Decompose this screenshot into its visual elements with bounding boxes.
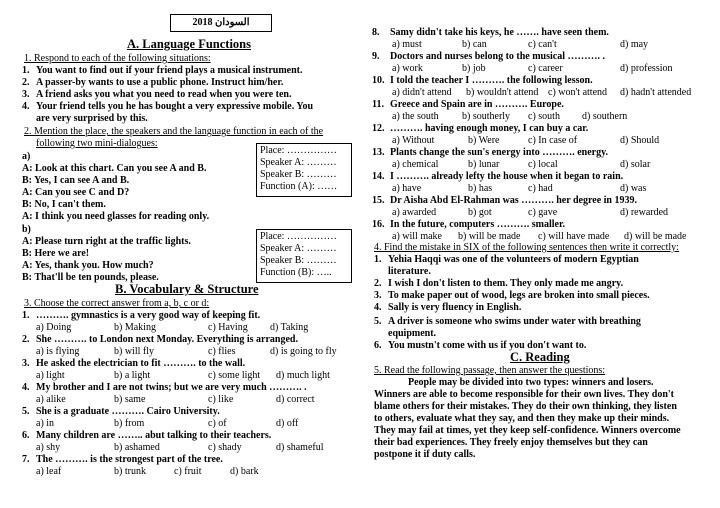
section-a-title: A. Language Functions <box>127 37 251 51</box>
question-stem: 3. He asked the electrician to fit ………. to the wall. <box>22 358 246 369</box>
answer-option[interactable]: d) Should <box>620 135 660 146</box>
speaker-a-field: Speaker A: ……… <box>260 243 337 254</box>
question-stem: 2. She ………. to London next Monday. Everything is arranged. <box>22 334 298 345</box>
answer-option[interactable]: c) like <box>208 394 234 405</box>
answer-option[interactable]: a) is flying <box>36 346 80 357</box>
speaker-a-field: Speaker A: ……… <box>260 157 337 168</box>
q5-prompt: 5. Read the following passage, then answer the questions: <box>374 365 606 376</box>
answer-option[interactable]: d) profession <box>620 63 673 74</box>
q4-prompt: 4. Find the mistake in SIX of the following sentences then write it correctly: <box>374 242 679 253</box>
answer-box-b <box>256 229 352 283</box>
answer-option[interactable]: d) is going to fly <box>270 346 337 357</box>
passage-line: blame others for their mistakes. They do their own thinking, they listen <box>374 401 677 412</box>
answer-option[interactable]: b) wouldn't attend <box>466 87 539 98</box>
answer-option[interactable]: a) Without <box>392 135 435 146</box>
dialogue-line: B: Here we are! <box>22 248 90 259</box>
answer-option[interactable]: a) in <box>36 418 55 429</box>
dialogue-line: A: I think you need glasses for reading only. <box>22 211 210 222</box>
answer-option[interactable]: d) shameful <box>276 442 324 453</box>
answer-box-a <box>256 143 352 197</box>
q2-prompt: 2. Mention the place, the speakers and the language function in each of the <box>24 126 324 137</box>
answer-option[interactable]: c) gave <box>528 207 558 218</box>
answer-option[interactable]: d) rewarded <box>620 207 669 218</box>
list-item: 2. I wish I don't listen to them. They only made me angry. <box>374 278 624 289</box>
answer-option[interactable]: d) Taking <box>270 322 309 333</box>
list-item: 1. You want to find out if your friend plays a musical instrument. <box>22 65 303 76</box>
answer-option[interactable]: b) same <box>114 394 146 405</box>
question-stem: 9. Doctors and nurses belong to the musical ………. . <box>372 51 606 62</box>
list-item: 4. Your friend tells you he has bought a very expressive mobile. You <box>22 101 314 112</box>
answer-option[interactable]: c) of <box>208 418 227 429</box>
answer-option[interactable]: a) Doing <box>36 322 72 333</box>
dialogue-label: b) <box>22 224 31 235</box>
answer-option[interactable]: d) much light <box>276 370 330 381</box>
dialogue-label: a) <box>22 151 31 162</box>
passage-line: to others, evaluate what they say, and then they make up their minds. <box>374 413 670 424</box>
function-field: Function (A): …… <box>260 181 338 192</box>
answer-option[interactable]: b) Were <box>468 135 500 146</box>
question-stem: 14. I ………. already lefty the house when it began to rain. <box>372 171 624 182</box>
question-stem: 7. The ………. is the strongest part of the tree. <box>22 454 223 465</box>
speaker-b-field: Speaker B: ……… <box>260 169 337 180</box>
passage-line: People may be divided into two types: winners and losers. <box>408 377 654 388</box>
answer-option[interactable]: d) solar <box>620 159 651 170</box>
answer-option[interactable]: a) awarded <box>392 207 437 218</box>
answer-option[interactable]: b) a light <box>114 370 151 381</box>
answer-option[interactable]: c) shady <box>208 442 242 453</box>
passage-line: postpone it if duty calls. <box>374 449 476 460</box>
q1-prompt: 1. Respond to each of the following situations: <box>24 53 211 64</box>
answer-option[interactable]: c) fruit <box>174 466 202 477</box>
answer-option[interactable]: c) Having <box>208 322 248 333</box>
answer-option[interactable]: b) has <box>468 183 493 194</box>
answer-option[interactable]: b) trunk <box>114 466 146 477</box>
answer-option[interactable]: c) won't attend <box>548 87 608 98</box>
answer-option[interactable]: b) southerly <box>462 111 511 122</box>
question-stem: 8. Samy didn't take his keys, he ……. have seen them. <box>372 27 609 38</box>
answer-option[interactable]: b) will be made <box>458 231 521 242</box>
answer-option[interactable]: c) flies <box>208 346 236 357</box>
answer-option[interactable]: d) will be made <box>624 231 687 242</box>
place-field: Place: …………… <box>260 231 337 242</box>
answer-option[interactable]: c) some light <box>208 370 261 381</box>
list-item: 6. You mustn't come with us if you don't want to. <box>374 340 587 351</box>
answer-option[interactable]: c) can't <box>528 39 557 50</box>
answer-option[interactable]: d) off <box>276 418 299 429</box>
answer-option[interactable]: d) bark <box>230 466 259 477</box>
dialogue-line: B: That'll be ten pounds, please. <box>22 272 159 283</box>
answer-option[interactable]: a) didn't attend <box>392 87 452 98</box>
question-stem: 10. I told the teacher I ………. the following lesson. <box>372 75 593 86</box>
answer-option[interactable]: a) have <box>392 183 422 194</box>
dialogue-line: A: Can you see C and D? <box>22 187 130 198</box>
answer-option[interactable]: d) may <box>620 39 649 50</box>
dialogue-line: A: Look at this chart. Can you see A and B. <box>22 163 207 174</box>
answer-option[interactable]: a) chemical <box>392 159 439 170</box>
question-stem: 1. ………. gymnastics is a very good way of keeping fit. <box>22 310 261 321</box>
answer-option[interactable]: c) had <box>528 183 553 194</box>
dialogue-line: A: Please turn right at the traffic lights. <box>22 236 191 247</box>
dialogue-line: A: Yes, thank you. How much? <box>22 260 154 271</box>
q2-prompt-cont: following two mini-dialogues: <box>36 138 158 149</box>
list-item-cont: literature. <box>388 266 431 277</box>
answer-option[interactable]: b) job <box>462 63 486 74</box>
passage-line: Winners are able to become responsible for their own lives. They don't <box>374 389 675 400</box>
section-c-title: C. Reading <box>510 350 570 364</box>
answer-option[interactable]: c) In case of <box>528 135 578 146</box>
answer-option[interactable]: a) shy <box>36 442 61 453</box>
answer-option[interactable]: a) alike <box>36 394 66 405</box>
answer-option[interactable]: d) correct <box>276 394 315 405</box>
function-field: Function (B): ….. <box>260 267 332 278</box>
question-stem: 4. My brother and I are not twins; but we are very much ………. . <box>22 382 307 393</box>
answer-option[interactable]: b) ashamed <box>114 442 160 453</box>
answer-option[interactable]: b) can <box>462 39 487 50</box>
answer-option[interactable]: b) will fly <box>114 346 154 357</box>
question-stem: 15. Dr Aisha Abd El-Rahman was ………. her degree in 1939. <box>372 195 637 206</box>
list-item: are very surprised by this. <box>36 113 148 124</box>
exam-year-label: السودان 2018 <box>170 14 272 32</box>
answer-option[interactable]: d) southern <box>582 111 628 122</box>
question-stem: 13. Plants change the sun's energy into ………. energy. <box>372 147 609 158</box>
list-item: 1. Yehia Haqqi was one of the volunteers of modern Egyptian <box>374 254 639 265</box>
dialogue-line: B: Yes, I can see A and B. <box>22 175 130 186</box>
answer-option[interactable]: c) local <box>528 159 558 170</box>
answer-option[interactable]: b) from <box>114 418 145 429</box>
dialogue-line: B: No, I can't them. <box>22 199 106 210</box>
answer-option[interactable]: a) will make <box>392 231 442 242</box>
list-item: 2. A passer-by wants to use a public phone. Instruct him/her. <box>22 77 284 88</box>
answer-option[interactable]: b) got <box>468 207 492 218</box>
passage-line: their bad experiences. They freely enjoy themselves but they can <box>374 437 648 448</box>
answer-option[interactable]: a) work <box>392 63 423 74</box>
question-stem: 16. In the future, computers ………. smaller. <box>372 219 565 230</box>
answer-option[interactable]: c) career <box>528 63 563 74</box>
answer-option[interactable]: b) lunar <box>468 159 500 170</box>
answer-option[interactable]: a) the south <box>392 111 439 122</box>
q3-prompt: 3. Choose the correct answer from a, b, c or d: <box>24 298 210 309</box>
question-stem: 12. ………. having enough money, I can buy a car. <box>372 123 589 134</box>
answer-option[interactable]: a) leaf <box>36 466 62 477</box>
list-item: 3. To make paper out of wood, legs are broken into small pieces. <box>374 290 650 301</box>
answer-option[interactable]: d) hadn't attended <box>620 87 692 98</box>
answer-option[interactable]: a) light <box>36 370 65 381</box>
answer-option[interactable]: d) was <box>620 183 647 194</box>
answer-option[interactable]: b) Making <box>114 322 156 333</box>
list-item: 5. A driver is someone who swims under water with breathing <box>374 316 641 327</box>
list-item: 4. Sally is very fluency in English. <box>374 302 522 313</box>
speaker-b-field: Speaker B: ……… <box>260 255 337 266</box>
question-stem: 11. Greece and Spain are in ………. Europe. <box>372 99 564 110</box>
question-stem: 5. She is a graduate ………. Cairo University. <box>22 406 220 417</box>
answer-option[interactable]: c) south <box>528 111 560 122</box>
passage-line: They may fail at times, yet they keep self-confidence. Winners overcome <box>374 425 681 436</box>
list-item: 3. A friend asks you what you need to read when you were ten. <box>22 89 292 100</box>
section-b-title: B. Vocabulary & Structure <box>115 282 259 296</box>
answer-option[interactable]: c) will have made <box>538 231 610 242</box>
place-field: Place: …………… <box>260 145 337 156</box>
answer-option[interactable]: a) must <box>392 39 422 50</box>
question-stem: 6. Many children are …….. abut talking to their teachers. <box>22 430 272 441</box>
list-item-cont: equipment. <box>388 328 437 339</box>
